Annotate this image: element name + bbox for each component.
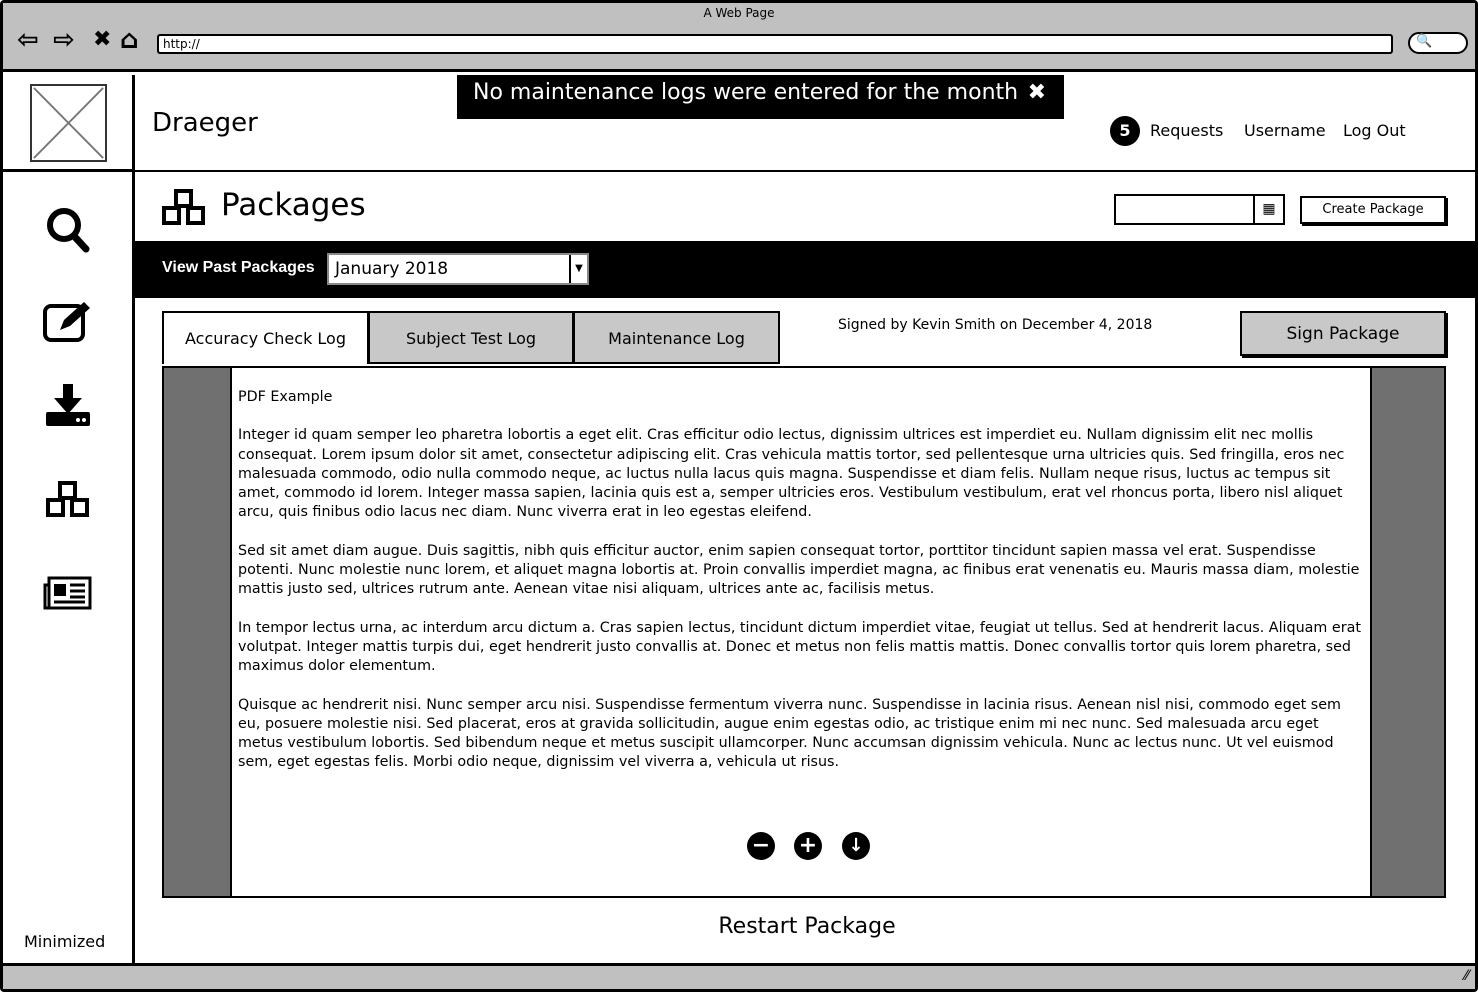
window-title: A Web Page bbox=[703, 6, 775, 20]
brand-name: Draeger bbox=[152, 108, 258, 138]
month-select[interactable] bbox=[327, 253, 589, 285]
page-title: Packages bbox=[221, 187, 366, 223]
news-icon[interactable] bbox=[40, 568, 96, 618]
header-divider bbox=[135, 170, 1476, 172]
alert-banner bbox=[457, 75, 1064, 119]
alert-message: No maintenance logs were entered for the month bbox=[473, 80, 1019, 105]
restart-package-link[interactable]: Restart Package bbox=[718, 914, 896, 939]
download-icon[interactable] bbox=[40, 380, 96, 430]
requests-link[interactable]: Requests bbox=[1150, 121, 1224, 140]
pdf-title: PDF Example bbox=[238, 389, 333, 405]
sidebar-divider bbox=[3, 169, 135, 172]
selected-month: January 2018 bbox=[335, 259, 449, 279]
close-alert-icon[interactable]: ✖ bbox=[1027, 80, 1046, 105]
pdf-page[interactable] bbox=[230, 368, 1372, 896]
create-package-button[interactable]: Create Package bbox=[1300, 196, 1446, 224]
download-pdf-icon[interactable]: ↓ bbox=[842, 832, 870, 860]
tab-maintenance-log[interactable]: Maintenance Log bbox=[573, 311, 780, 364]
calendar-icon[interactable]: ▦ bbox=[1253, 196, 1283, 223]
date-picker-input[interactable] bbox=[1114, 194, 1285, 225]
pdf-paragraph: Integer id quam semper leo pharetra lobortis a eget elit. Cras efficitur odio lectus, dignissim ultrices est imperdiet eu. Nullam dignissim elit nec mollis consequat. Lorem ipsum dolor sit amet, consectetur adipiscing elit. Cras vehicula mattis tortor, sed pellentesque urna ultricies quis. Sed fringilla, eros nec malesuada commodo, odio nulla commodo neque, ac luctus nulla lacus quis magna. Suspendisse et diam felis. Nullam neque risus, luctus ac tempus sit amet, commodo id lorem. Integer massa sapien, lacinia quis est a, semper ultricies eros. Vestibulum vestibulum, erat vel rhoncus porta, libero nisl aliquet arcu, quis finibus odio lacus nec diam. Nunc viverra erat in leo egestas eleifend. bbox=[238, 427, 1345, 521]
close-icon[interactable]: ✖ bbox=[93, 27, 112, 52]
forward-icon[interactable]: ⇨ bbox=[53, 25, 75, 55]
minimized-label[interactable]: Minimized bbox=[24, 932, 106, 951]
requests-count-badge: 5 bbox=[1110, 116, 1140, 146]
edit-icon[interactable] bbox=[40, 297, 96, 347]
home-icon[interactable]: ⌂ bbox=[120, 25, 139, 55]
username-link[interactable]: Username bbox=[1244, 121, 1326, 140]
search-icon[interactable] bbox=[40, 205, 96, 255]
tab-accuracy-check-log[interactable]: Accuracy Check Log bbox=[162, 311, 369, 364]
resize-handle-icon[interactable]: ⁄⁄ bbox=[1464, 968, 1469, 984]
pdf-viewer bbox=[162, 366, 1446, 898]
logo-placeholder-icon bbox=[30, 84, 107, 162]
sign-package-button[interactable]: Sign Package bbox=[1240, 311, 1446, 356]
zoom-in-icon[interactable]: + bbox=[794, 832, 822, 860]
zoom-out-icon[interactable]: − bbox=[747, 832, 775, 860]
pdf-paragraph: Quisque ac hendrerit nisi. Nunc semper arcu nisi. Suspendisse fermentum viverra nunc. Suspendisse in lacinia risus. Aenean nisl nisi, commodo eget sem eu, posuere molestie nisi. Sed placerat, eros at gravida sollicitudin, augue enim egestas odio, ac tristique enim mi nec nunc. Sed malesuada arcu eget metus vestibulum lobortis. Sed bibendum neque et metus suscipit ullamcorper. Nunc accumsan dignissim vehicula. Nunc ac lectus nunc. Ut vel euismod sem, eget egestas felis. Morbi odio neque, dignissim vel viverra a, vehicula ut risus. bbox=[238, 696, 1341, 771]
view-past-packages-label: View Past Packages bbox=[162, 259, 315, 276]
packages-icon[interactable] bbox=[40, 475, 96, 525]
packages-title-icon bbox=[160, 188, 208, 228]
status-bar bbox=[3, 963, 1475, 989]
browser-search-icon[interactable]: 🔍 bbox=[1408, 32, 1468, 54]
pdf-paragraph: Sed sit amet diam augue. Duis sagittis, nibh quis efficitur auctor, enim sapien consequat tortor, porttitor tincidunt sapien massa vel erat. Suspendisse potenti. Nunc molestie nunc lorem, et aliquet magna lobortis at. Proin convallis imperdiet magna, ac finibus erat venenatis eu. Mauris massa diam, molestie mattis justo sed, ultrices rutrum ante. Aenean vitae nisi aliquam, ultrices ante ac, facilisis metus. bbox=[238, 542, 1360, 598]
back-icon[interactable]: ⇦ bbox=[17, 25, 39, 55]
chevron-down-icon[interactable]: ▼ bbox=[569, 255, 587, 283]
signed-status: Signed by Kevin Smith on December 4, 2018 bbox=[838, 317, 1153, 333]
logout-link[interactable]: Log Out bbox=[1343, 121, 1406, 140]
pdf-paragraph: In tempor lectus urna, ac interdum arcu dictum a. Cras sapien lectus, tincidunt dictum imperdiet vitae, feugiat ut tellus. Sed at hendrerit lacus. Aliquam erat volutpat. Integer mattis turpis dui, eget hendrerit justo convallis at. Donec et metus non felis mattis mattis. Donec convallis tortor quis lorem pharetra, sed maximus dolor elementum. bbox=[238, 619, 1361, 675]
url-input[interactable]: http:// bbox=[157, 34, 1393, 54]
browser-toolbar bbox=[3, 3, 1475, 72]
tab-subject-test-log[interactable]: Subject Test Log bbox=[368, 311, 574, 364]
